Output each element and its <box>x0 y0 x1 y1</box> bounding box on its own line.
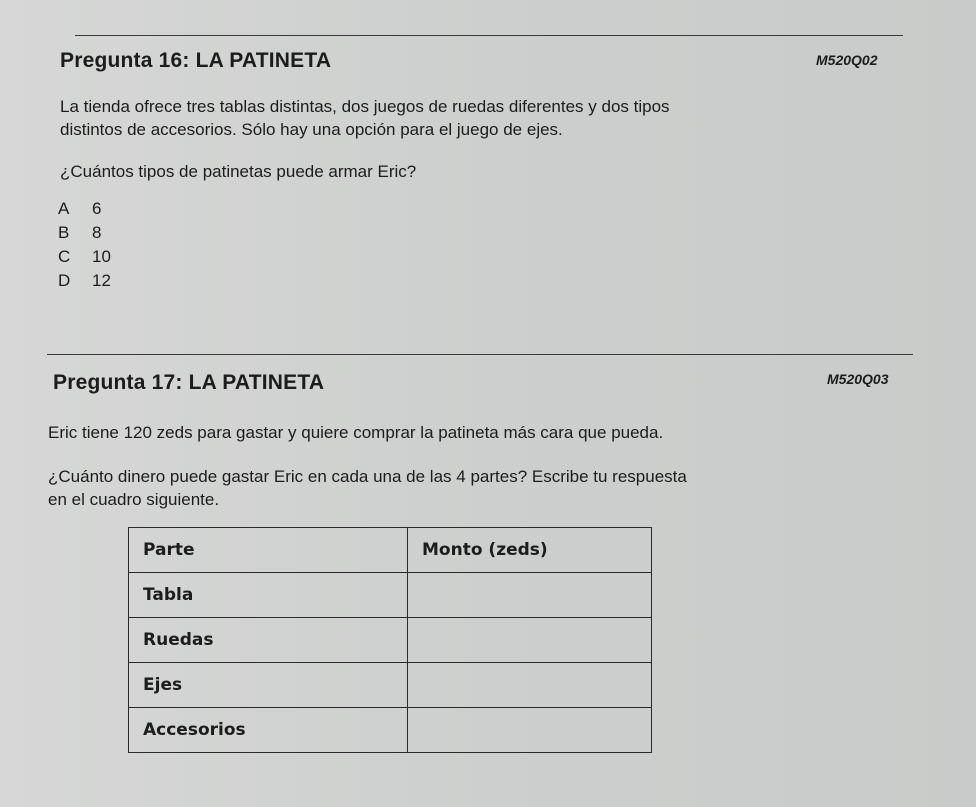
table-row <box>129 618 652 663</box>
answer-table <box>128 527 652 753</box>
option-c[interactable] <box>58 247 111 267</box>
option-value: 8 <box>92 223 102 242</box>
question-16-intro-line1: La tienda ofrece tres tablas distintas, dos juegos de ruedas diferentes y dos tipos <box>60 97 670 116</box>
question-17-title: Pregunta 17: LA PATINETA <box>53 371 325 394</box>
part-cell: Tabla <box>129 573 408 618</box>
option-value: 10 <box>92 247 111 266</box>
option-letter: D <box>58 271 71 290</box>
table-row <box>129 663 652 708</box>
question-17-prompt-line2: en el cuadro siguiente. <box>48 490 220 509</box>
table-row <box>129 708 652 753</box>
part-cell: Ruedas <box>129 618 408 663</box>
amount-input-cell[interactable] <box>408 663 652 708</box>
question-16-intro-line2: distintos de accesorios. Sólo hay una opción para el juego de ejes. <box>60 120 563 139</box>
part-cell: Accesorios <box>129 708 408 753</box>
amount-input-cell[interactable] <box>408 573 652 618</box>
option-letter: A <box>58 199 70 218</box>
option-letter: B <box>58 223 70 242</box>
option-d[interactable] <box>58 271 111 291</box>
question-17-prompt-line1: ¿Cuánto dinero puede gastar Eric en cada una de las 4 partes? Escribe tu respuesta <box>48 467 687 486</box>
amount-input-cell[interactable] <box>408 618 652 663</box>
question-17-intro: Eric tiene 120 zeds para gastar y quiere comprar la patineta más cara que pueda. <box>48 423 664 442</box>
question-16-code: M520Q02 <box>816 52 878 68</box>
middle-divider <box>47 354 913 355</box>
table-row <box>129 573 652 618</box>
option-value: 6 <box>92 199 102 218</box>
amount-input-cell[interactable] <box>408 708 652 753</box>
question-17-code: M520Q03 <box>827 371 889 387</box>
option-b[interactable] <box>58 223 101 243</box>
part-cell: Ejes <box>129 663 408 708</box>
option-value: 12 <box>92 271 111 290</box>
question-16-title: Pregunta 16: LA PATINETA <box>60 49 332 72</box>
header-part: Parte <box>129 528 408 573</box>
question-16-prompt: ¿Cuántos tipos de patinetas puede armar Eric? <box>60 162 417 181</box>
top-divider <box>75 35 903 36</box>
option-a[interactable] <box>58 199 101 219</box>
header-amount: Monto (zeds) <box>408 528 652 573</box>
table-header-row <box>129 528 652 573</box>
option-letter: C <box>58 247 71 266</box>
